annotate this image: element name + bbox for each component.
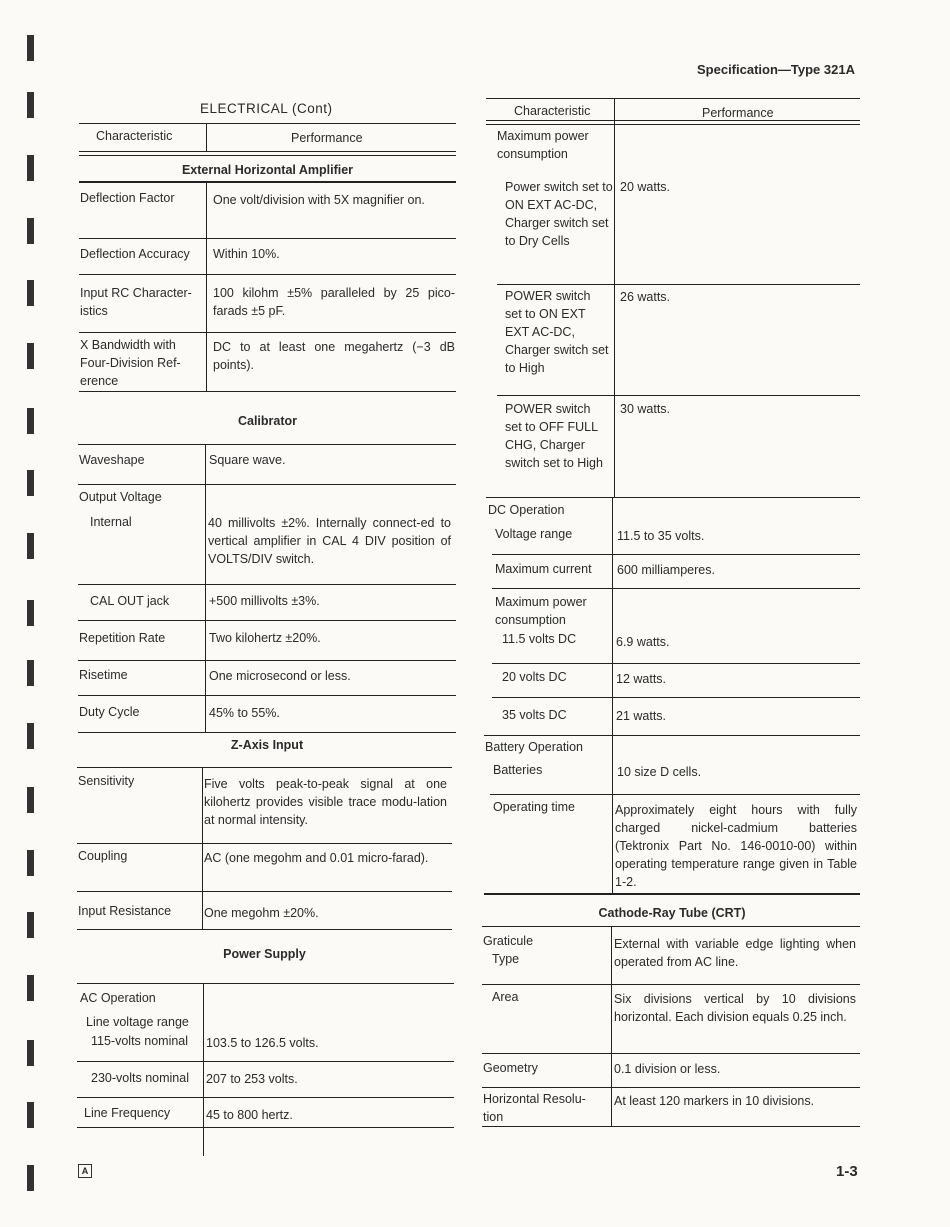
section-crt: Cathode-Ray Tube (CRT) bbox=[598, 906, 746, 920]
binder-mark bbox=[27, 343, 34, 369]
type-label: Type bbox=[492, 952, 520, 966]
area-value: Six divisions vertical by 10 divisions horizontal. Each division equals 0.25 inch. bbox=[614, 992, 856, 1024]
dc35-value: 21 watts. bbox=[616, 709, 667, 723]
repetition-rate-value: Two kilohertz ±20%. bbox=[209, 631, 321, 645]
binder-mark bbox=[27, 723, 34, 749]
sensitivity-value: Five volts peak-to-peak signal at one kilohertz provides visible trace modu-lation at normal intensity. bbox=[204, 777, 447, 827]
binder-mark bbox=[27, 280, 34, 306]
max-current-value: 600 milliamperes. bbox=[617, 563, 715, 577]
dc20-label: 20 volts DC bbox=[502, 670, 567, 684]
ps1-label: Power switch set to ON EXT AC-DC, Charger switch set to Dry Cells bbox=[505, 180, 613, 248]
ps3-label: POWER switch set to OFF FULL CHG, Charger switch set to High bbox=[505, 402, 603, 470]
coupling-label: Coupling bbox=[78, 849, 128, 863]
deflection-accuracy-label: Deflection Accuracy bbox=[80, 247, 190, 261]
page-header: Specification—Type 321A bbox=[697, 62, 855, 77]
max-power-dc-label: Maximum power consumption bbox=[495, 595, 587, 627]
binder-mark bbox=[27, 1102, 34, 1128]
dc20-value: 12 watts. bbox=[616, 672, 667, 686]
voltage-range-label: Voltage range bbox=[495, 527, 573, 541]
binder-mark bbox=[27, 975, 34, 1001]
dc115-value: 6.9 watts. bbox=[616, 635, 670, 649]
binder-mark bbox=[27, 600, 34, 626]
binder-mark bbox=[27, 408, 34, 434]
footer-mark: A bbox=[78, 1164, 92, 1178]
input-resistance-label: Input Resistance bbox=[78, 904, 172, 918]
battery-operation-label: Battery Operation bbox=[485, 740, 583, 754]
input-rc-label: Input RC Character-istics bbox=[80, 286, 192, 318]
line-voltage-range-label: Line voltage range bbox=[86, 1015, 189, 1029]
binder-mark bbox=[27, 218, 34, 244]
section-z-axis-input: Z-Axis Input bbox=[230, 738, 304, 752]
binder-mark bbox=[27, 155, 34, 181]
cal-out-label: CAL OUT jack bbox=[90, 594, 170, 608]
section-ext-horiz-amp: External Horizontal Amplifier bbox=[181, 163, 354, 177]
area-label: Area bbox=[492, 990, 519, 1004]
ps3-value: 30 watts. bbox=[620, 402, 671, 416]
risetime-label: Risetime bbox=[79, 668, 128, 682]
sensitivity-label: Sensitivity bbox=[78, 774, 135, 788]
waveshape-label: Waveshape bbox=[79, 453, 145, 467]
binder-mark bbox=[27, 470, 34, 496]
col-header-characteristic: Characteristic bbox=[514, 104, 591, 118]
batteries-label: Batteries bbox=[493, 763, 543, 777]
internal-label: Internal bbox=[90, 515, 132, 529]
risetime-value: One microsecond or less. bbox=[209, 669, 351, 683]
x-bandwidth-value: DC to at least one megahertz (−3 dB points). bbox=[213, 340, 455, 372]
col-header-characteristic: Characteristic bbox=[96, 129, 173, 143]
voltage-range-value: 11.5 to 35 volts. bbox=[617, 529, 705, 543]
page-number: 1-3 bbox=[836, 1163, 858, 1180]
operating-time-value: Approximately eight hours with fully charged nickel-cadmium batteries (Tektronix Part No. 146-0010-00) within operating temperature range given in Table 1-2. bbox=[615, 803, 857, 889]
duty-cycle-value: 45% to 55%. bbox=[209, 706, 280, 720]
ac-operation-label: AC Operation bbox=[80, 991, 156, 1005]
operating-time-label: Operating time bbox=[493, 800, 575, 814]
graticule-label: Graticule bbox=[483, 934, 534, 948]
internal-value: 40 millivolts ±2%. Internally connect-ed to vertical amplifier in CAL 4 DIV position of VOLTS/DIV switch. bbox=[208, 516, 451, 566]
v230-value: 207 to 253 volts. bbox=[206, 1072, 298, 1086]
v115-value: 103.5 to 126.5 volts. bbox=[206, 1036, 319, 1050]
v115-label: 115-volts nominal bbox=[91, 1034, 189, 1048]
dc115-label: 11.5 volts DC bbox=[502, 632, 577, 646]
output-voltage-label: Output Voltage bbox=[79, 490, 162, 504]
section-title: ELECTRICAL (Cont) bbox=[200, 101, 333, 116]
repetition-rate-label: Repetition Rate bbox=[79, 631, 166, 645]
binder-mark bbox=[27, 787, 34, 813]
dc35-label: 35 volts DC bbox=[502, 708, 567, 722]
v230-label: 230-volts nominal bbox=[91, 1071, 189, 1085]
binder-mark bbox=[27, 1165, 34, 1191]
line-frequency-label: Line Frequency bbox=[84, 1106, 171, 1120]
duty-cycle-label: Duty Cycle bbox=[79, 705, 140, 719]
deflection-factor-label: Deflection Factor bbox=[80, 191, 175, 205]
max-current-label: Maximum current bbox=[495, 562, 592, 576]
ps1-value: 20 watts. bbox=[620, 180, 671, 194]
geometry-value: 0.1 division or less. bbox=[614, 1062, 721, 1076]
cal-out-value: +500 millivolts ±3%. bbox=[209, 594, 320, 608]
col-header-performance: Performance bbox=[702, 106, 774, 120]
ps2-value: 26 watts. bbox=[620, 290, 671, 304]
horizontal-resolution-value: At least 120 markers in 10 divisions. bbox=[614, 1094, 815, 1108]
binder-mark bbox=[27, 912, 34, 938]
deflection-accuracy-value: Within 10%. bbox=[213, 247, 280, 261]
binder-mark bbox=[27, 92, 34, 118]
type-value: External with variable edge lighting when operated from AC line. bbox=[614, 937, 856, 969]
binder-mark bbox=[27, 1040, 34, 1066]
coupling-value: AC (one megohm and 0.01 micro-farad). bbox=[204, 851, 429, 865]
waveshape-value: Square wave. bbox=[209, 453, 286, 467]
x-bandwidth-label: X Bandwidth with Four-Division Ref-erence bbox=[80, 338, 181, 388]
section-calibrator: Calibrator bbox=[237, 414, 298, 428]
binder-mark bbox=[27, 850, 34, 876]
deflection-factor-value: One volt/division with 5X magnifier on. bbox=[213, 193, 425, 207]
horizontal-resolution-label: Horizontal Resolu-tion bbox=[483, 1092, 586, 1124]
binder-mark bbox=[27, 533, 34, 559]
batteries-value: 10 size D cells. bbox=[617, 765, 702, 779]
line-frequency-value: 45 to 800 hertz. bbox=[206, 1108, 293, 1122]
geometry-label: Geometry bbox=[483, 1061, 538, 1075]
binder-mark bbox=[27, 35, 34, 61]
max-power-label: Maximum power consumption bbox=[497, 129, 589, 161]
col-header-performance: Performance bbox=[291, 131, 363, 145]
ps2-label: POWER switch set to ON EXT EXT AC-DC, Charger switch set to High bbox=[505, 289, 609, 375]
dc-operation-label: DC Operation bbox=[488, 503, 565, 517]
input-resistance-value: One megohm ±20%. bbox=[204, 906, 319, 920]
binder-mark bbox=[27, 660, 34, 686]
input-rc-value: 100 kilohm ±5% paralleled by 25 pico-farads ±5 pF. bbox=[213, 286, 455, 318]
section-power-supply: Power Supply bbox=[223, 947, 306, 961]
